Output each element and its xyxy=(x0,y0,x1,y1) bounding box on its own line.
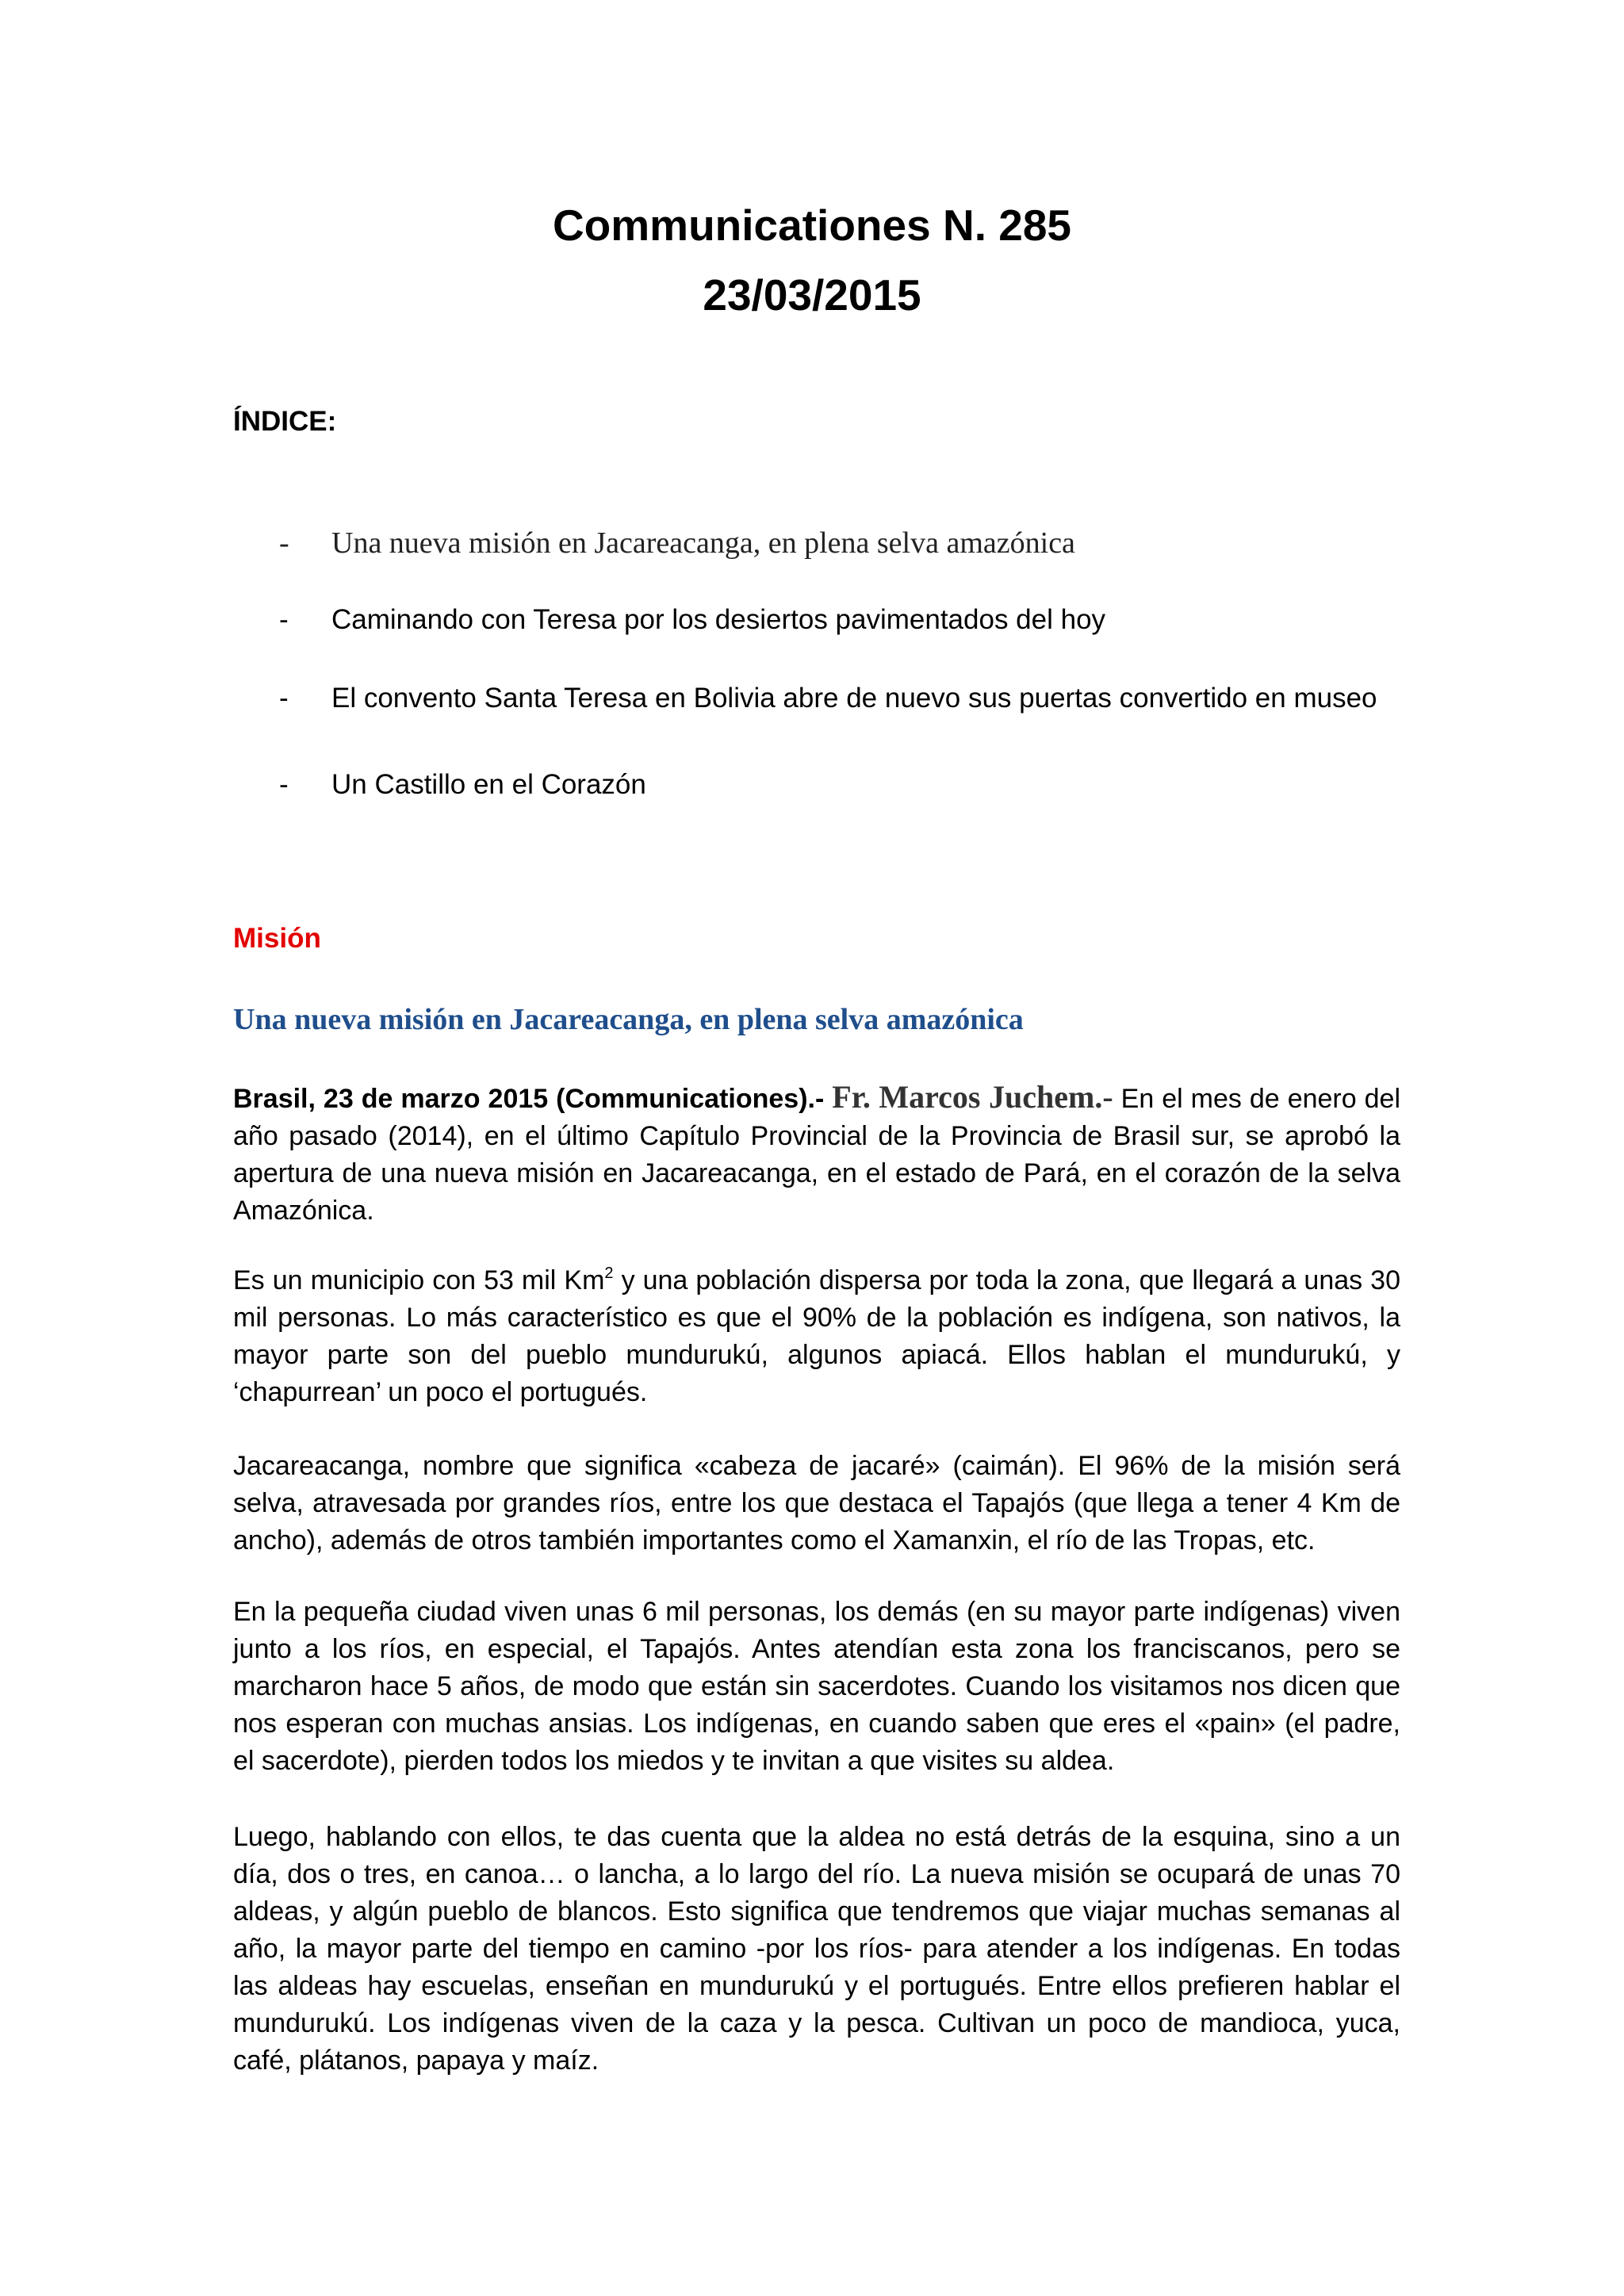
section-label: Misión xyxy=(233,923,321,954)
superscript: 2 xyxy=(604,1265,614,1282)
paragraph xyxy=(233,1262,1400,1411)
paragraph xyxy=(233,1819,1400,2080)
paragraph-text: En la pequeña ciudad viven unas 6 mil personas, los demás (en su mayor parte indígenas) viven junto a los ríos, en especial, el Tapajós. Antes atendían esta zona los franciscanos, pero se marcharon hace 5 años, de modo que están sin sacerdotes. Cuando los visitamos nos dicen que nos esperan con muchas ansias. Los indígenas, en cuando saben que eres el «pain» (el padre, el sacerdote), pierden todos los miedos y te invitan a que visites su aldea. xyxy=(233,1597,1400,1776)
document-date: 23/03/2015 xyxy=(703,270,921,320)
index-item-label: Caminando con Teresa por los desiertos pavimentados del hoy xyxy=(331,604,1106,635)
paragraph xyxy=(233,1594,1400,1780)
list-dash: - xyxy=(279,604,289,635)
paragraph-text: En el mes de enero del año pasado (2014), en el último Capítulo Provincial de la Provincia de Brasil sur, se aprobó la apertura de una nueva misión en Jacareacanga, en el estado de Pará, en el corazón de la selva Amazónica. xyxy=(233,1084,1401,1226)
paragraph-text: Es un municipio con 53 mil Km xyxy=(233,1265,605,1295)
dateline: Brasil, 23 de marzo 2015 (Communicationes).- xyxy=(233,1084,825,1114)
paragraph-text: Luego, hablando con ellos, te das cuenta que la aldea no está detrás de la esquina, sino a un día, dos o tres, en canoa… o lancha, a lo largo del río. La nueva misión se ocupará de unas 70 aldeas, y algún pueblo de blancos. Esto significa que tendremos que viajar muchas semanas al año, la mayor parte del tiempo en camino -por los ríos- para atender a los indígenas. En todas las aldeas hay escuelas, enseñan en mundurukú y el portugués. Entre ellos prefieren hablar el mundurukú. Los indígenas viven de la caza y la pesca. Cultivan un poco de mandioca, yuca, café, plátanos, papaya y maíz. xyxy=(233,1822,1400,2076)
document-title: Communicationes N. 285 xyxy=(552,201,1072,250)
index-item-label: Una nueva misión en Jacareacanga, en plena selva amazónica xyxy=(331,526,1075,560)
index-item-label: Un Castillo en el Corazón xyxy=(331,769,646,800)
paragraph xyxy=(233,1078,1400,1230)
list-dash: - xyxy=(279,526,289,560)
author-name: Fr. Marcos Juchem.- xyxy=(832,1079,1113,1115)
article-headline: Una nueva misión en Jacareacanga, en plena selva amazónica xyxy=(233,1003,1024,1036)
list-dash: - xyxy=(279,769,289,800)
paragraph-text: Jacareacanga, nombre que significa «cabeza de jacaré» (caimán). El 96% de la misión será selva, atravesada por grandes ríos, entre los que destaca el Tapajós (que llega a tener 4 Km de ancho), además de otros también importantes como el Xamanxin, el río de las Tropas, etc. xyxy=(233,1451,1400,1556)
index-item-label: El convento Santa Teresa en Bolivia abre de nuevo sus puertas convertido en museo xyxy=(331,683,1377,714)
list-dash: - xyxy=(279,683,289,714)
index-heading: ÍNDICE: xyxy=(233,406,337,437)
paragraph xyxy=(233,1448,1400,1559)
paragraph-text: y una población dispersa por toda la zona, que llegará a unas 30 mil personas. Lo más característico es que el 90% de la población es indígena, son nativos, la mayor parte son del pueblo mundurukú, algunos apiacá. Ellos hablan el mundurukú, y ‘chapurrean’ un poco el portugués. xyxy=(233,1265,1400,1407)
